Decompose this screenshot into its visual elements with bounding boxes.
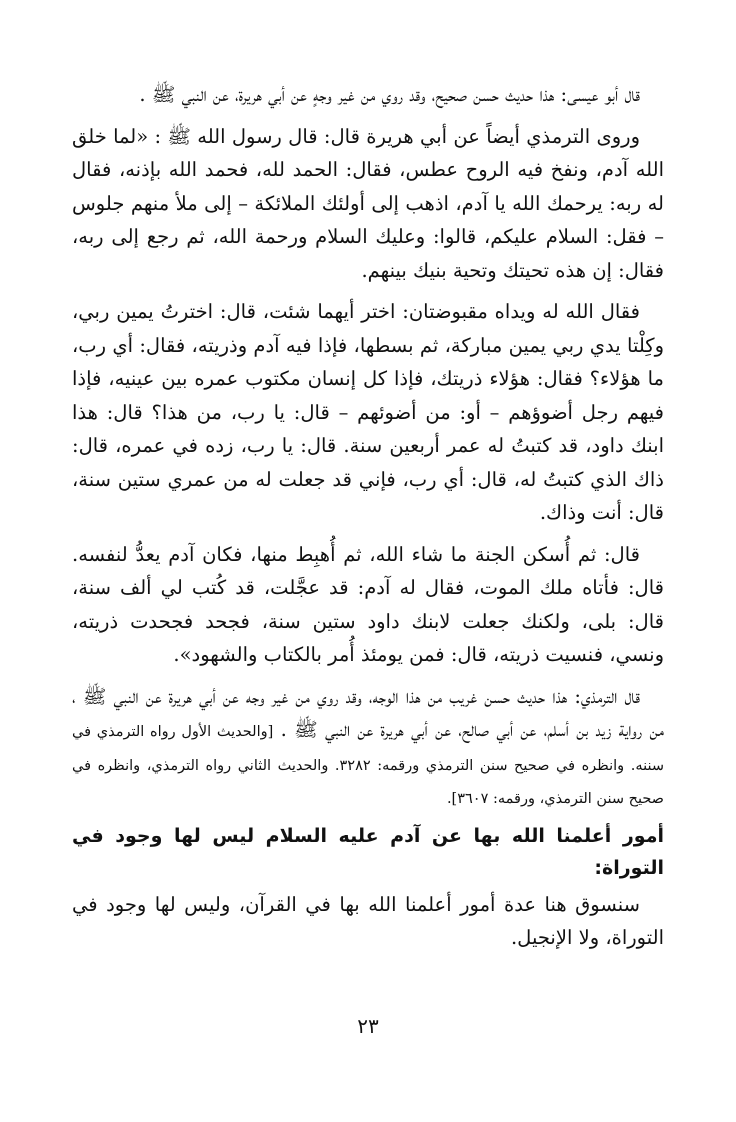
paragraph-tirmidhi-grading <box>72 680 664 814</box>
paragraph-hadith-death: قال: ثم أُسكن الجنة ما شاء الله، ثم أُهبِط منها، فكان آدم يعدُّ لنفسه. قال: فأتاه ملك الموت، فقال له آدم: قد عجَّلت، قد كُتب لي ألف سنة، قال: بلى، ولكنك جعلت لابنك داود ستين سنة، فجحد فجحدت ذريته، ونسي، فنسيت ذريته، قال: فمن يومئذ أُمر بالكتاب والشهود». <box>72 542 664 666</box>
tirmidhi-grading-text: قال الترمذي: هذا حديث حسن غريب من هذا الوجه، وقد روي من غير وجه عن أبي هريرة عن النبي ﷺ ، من رواية زيد بن أسلم، عن أبي صالح، عن أبي هريرة عن النبي ﷺ . <box>72 684 664 741</box>
footnote-reference: [والحديث الأول رواه الترمذي في سننه. وانظره في صحيح سنن الترمذي ورقمه: ٣٢٨٢. والحديث الثاني رواه الترمذي، وانظره في صحيح سنن الترمذي، ورقمه: ٣٦٠٧]. <box>72 724 664 807</box>
page-number: ٢٣ <box>357 1014 379 1038</box>
paragraph-hadith-hands: فقال الله له ويداه مقبوضتان: اختر أيهما شئت، قال: اخترتُ يمين ربي، وكِلْتا يدي ربي يمين مباركة، ثم بسطها، فإذا فيه آدم وذريته، فقال: أي رب، ما هؤلاء؟ فقال: هؤلاء ذريتك، فإذا كل إنسان مكتوب عمره بين عينيه، فإذا فيهم رجل أضوؤهم – أو: من أضوئهم – قال: يا رب، من هذا؟ قال: هذا ابنك داود، قد كتبتُ له عمر أربعين سنة. قال: يا رب، زده في عمره، قال: ذاك الذي كتبتُ له، قال: أي رب، فإني قد جعلت له من عمري ستين سنة، قال: أنت وذاك. <box>72 300 664 524</box>
paragraph-abu-isa: قال أبو عيسى: هذا حديث حسن صحيح، وقد روي من غير وجهٍ عن أبي هريرة، عن النبي ﷺ . <box>139 83 640 106</box>
section-heading: أمور أعلمنا الله بها عن آدم عليه السلام ليس لها وجود في التوراة: <box>72 824 664 879</box>
closing-paragraph: سنسوق هنا عدة أمور أعلمنا الله بها في القرآن، وليس لها وجود في التوراة، ولا الإنجيل. <box>72 892 664 949</box>
paragraph-hadith-creation: وروى الترمذي أيضاً عن أبي هريرة قال: قال رسول الله ﷺ : «لما خلق الله آدم، ونفخ فيه الروح عطس، فقال: الحمد لله، فحمد الله بإذنه، فقال له ربه: يرحمك الله يا آدم، اذهب إلى أولئك الملائكة – إلى ملأ منهم جلوس – فقل: السلام عليكم، قالوا: وعليك السلام ورحمة الله، ثم رجع إلى ربه، فقال: إن هذه تحيتك وتحية بنيك بينهم. <box>72 124 664 282</box>
